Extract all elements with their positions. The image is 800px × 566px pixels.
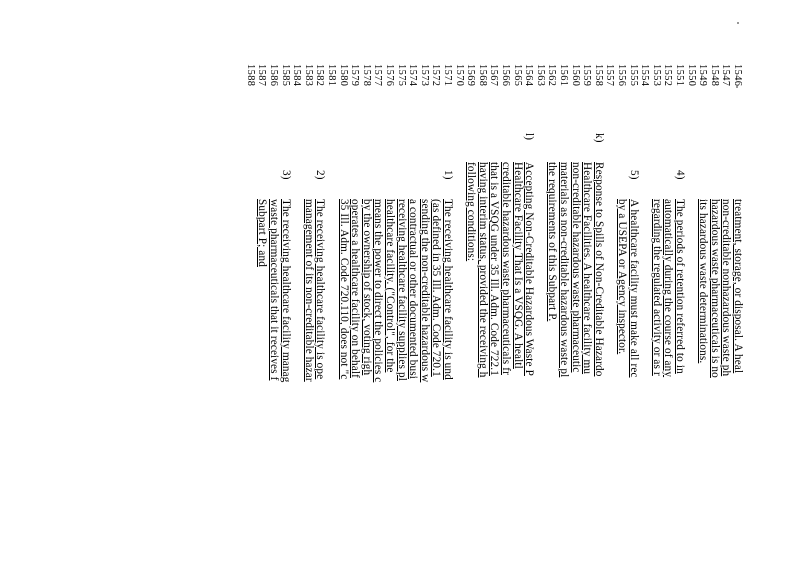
line-text: Subpart P; and bbox=[256, 199, 269, 267]
line-text: means the power to direct the policies c bbox=[372, 199, 385, 383]
line-text: that is a VSQG under 35 Ill. Adm. Code 722.1 bbox=[488, 162, 501, 376]
document-line bbox=[395, 0, 407, 566]
line-number: 1572 bbox=[430, 64, 442, 87]
document-line bbox=[615, 0, 627, 566]
document-line bbox=[267, 0, 279, 566]
section-label: 4) bbox=[674, 170, 686, 180]
line-text: Healthcare Facilities. A healthcare facility mu bbox=[581, 162, 594, 375]
line-number: 1561 bbox=[558, 64, 569, 87]
line-text: having interim status, provided the receiving h bbox=[476, 162, 489, 378]
line-text: treatment, storage, or disposal. A heal bbox=[732, 199, 744, 374]
line-number: 1570 bbox=[453, 64, 465, 87]
document-line bbox=[488, 0, 500, 566]
line-number: 1581 bbox=[326, 64, 337, 87]
line-text: 35 Ill. Adm. Code 720.110, does not "c bbox=[337, 199, 350, 380]
line-number: 1569 bbox=[465, 64, 477, 87]
line-number: 1586 bbox=[268, 64, 279, 87]
line-text: automatically during the course of any bbox=[662, 199, 675, 378]
document-line bbox=[592, 0, 604, 566]
document-line bbox=[581, 0, 593, 566]
document-line bbox=[465, 0, 477, 566]
document-line bbox=[418, 0, 430, 566]
line-number: 1553 bbox=[650, 64, 662, 87]
line-text: the requirements of this Subpart P. bbox=[546, 162, 559, 322]
line-text: its hazardous waste determinations. bbox=[697, 199, 710, 364]
document-line bbox=[441, 0, 453, 566]
line-number: 1574 bbox=[407, 64, 419, 87]
line-text: operates a healthcare facility on behalf bbox=[349, 199, 362, 379]
document-line bbox=[279, 0, 291, 566]
line-number: 1551 bbox=[674, 64, 685, 87]
line-number: 1578 bbox=[360, 64, 372, 87]
line-text: following conditions: bbox=[465, 162, 478, 262]
line-text: by the ownership of stock, voting righ bbox=[360, 199, 373, 376]
document-line bbox=[697, 0, 709, 566]
line-text: a contractual or other documented busi bbox=[407, 199, 420, 379]
line-number: 1576 bbox=[384, 64, 395, 87]
document-line bbox=[569, 0, 581, 566]
line-text: A healthcare facility must make all rec bbox=[627, 199, 640, 378]
document-line bbox=[337, 0, 349, 566]
document-line bbox=[314, 0, 326, 566]
section-label: 1) bbox=[442, 170, 454, 180]
scan-speck bbox=[737, 22, 739, 24]
section-label: 2) bbox=[314, 170, 327, 180]
line-text: The receiving healthcare facility manag bbox=[279, 199, 292, 383]
line-number: 1548 bbox=[708, 64, 720, 87]
section-label: 5) bbox=[627, 170, 640, 180]
document-line bbox=[383, 0, 395, 566]
document-line bbox=[662, 0, 674, 566]
line-text: The receiving healthcare facility is und bbox=[442, 199, 454, 380]
document-line bbox=[372, 0, 384, 566]
document-line bbox=[244, 0, 256, 566]
line-text: hazardous waste pharmaceuticals is no bbox=[708, 199, 721, 378]
line-text: Response to Spills of Non-Creditable Hazardo bbox=[592, 162, 605, 377]
line-text: Accepting Non-Creditable Hazardous Waste P bbox=[523, 162, 536, 376]
document-line bbox=[453, 0, 465, 566]
line-number: 1571 bbox=[442, 64, 453, 87]
line-number: 1588 bbox=[244, 64, 256, 87]
line-number: 1562 bbox=[546, 64, 558, 87]
document-line bbox=[627, 0, 639, 566]
document-line bbox=[546, 0, 558, 566]
line-number: 1555 bbox=[627, 64, 639, 87]
line-number: 1549 bbox=[697, 64, 709, 87]
document-line bbox=[557, 0, 569, 566]
line-number: 1547 bbox=[720, 64, 732, 87]
line-number: 1567 bbox=[488, 64, 500, 87]
section-label: k) bbox=[592, 133, 605, 143]
document-line bbox=[720, 0, 732, 566]
document-line bbox=[534, 0, 546, 566]
section-label: 3) bbox=[279, 170, 292, 180]
line-text: non-creditable hazardous waste pharmaceutic bbox=[569, 162, 582, 373]
document-line bbox=[523, 0, 535, 566]
line-text: (as defined in 35 Ill. Adm. Code 720.1 bbox=[430, 199, 443, 377]
document-line bbox=[360, 0, 372, 566]
line-text: healthcare facility. ("Control", for the bbox=[384, 199, 396, 373]
line-number: 1577 bbox=[372, 64, 384, 87]
line-text: The receiving healthcare facility is ope bbox=[314, 199, 327, 380]
line-number: 1557 bbox=[604, 64, 616, 87]
section-label: l) bbox=[523, 133, 536, 141]
document-line bbox=[325, 0, 337, 566]
document-line bbox=[499, 0, 511, 566]
line-number: 1582 bbox=[314, 64, 326, 87]
scan-speck bbox=[736, 86, 738, 88]
line-text: Healthcare Facility That Is a VSQG. A healtl bbox=[511, 162, 524, 369]
line-number: 1584 bbox=[291, 64, 303, 87]
document-line bbox=[476, 0, 488, 566]
line-number: 1559 bbox=[581, 64, 593, 87]
line-number: 1587 bbox=[256, 64, 268, 87]
document-line bbox=[430, 0, 442, 566]
document-line bbox=[650, 0, 662, 566]
line-number: 1573 bbox=[418, 64, 430, 87]
line-number: 1583 bbox=[302, 64, 314, 87]
line-number: 1566 bbox=[500, 64, 511, 87]
document-line bbox=[291, 0, 303, 566]
line-number: 1552 bbox=[662, 64, 674, 87]
line-text: regarding the regulated activity or as r bbox=[650, 199, 663, 376]
line-number: 1554 bbox=[639, 64, 651, 87]
line-number: 1564 bbox=[523, 64, 535, 87]
document-line bbox=[708, 0, 720, 566]
line-number: 1568 bbox=[476, 64, 488, 87]
line-number: 1560 bbox=[569, 64, 581, 87]
document-line bbox=[349, 0, 361, 566]
document-line bbox=[639, 0, 651, 566]
document-line bbox=[302, 0, 314, 566]
line-number: 1550 bbox=[685, 64, 697, 87]
line-number: 1565 bbox=[511, 64, 523, 87]
line-text: materials as non-creditable hazardous waste pl bbox=[558, 162, 570, 378]
line-number: 1558 bbox=[592, 64, 604, 87]
document-line bbox=[604, 0, 616, 566]
line-number: 1585 bbox=[279, 64, 291, 87]
line-text: waste pharmaceuticals that it receives f bbox=[268, 199, 280, 381]
line-number: 1580 bbox=[337, 64, 349, 87]
line-number: 1575 bbox=[395, 64, 407, 87]
line-number: 1563 bbox=[534, 64, 546, 87]
line-text: non-creditable nonhazardous waste ph bbox=[720, 199, 733, 377]
document-line bbox=[685, 0, 697, 566]
line-text: sending the non-creditable hazardous w bbox=[418, 199, 431, 383]
document-line bbox=[673, 0, 685, 566]
line-number: 1546 bbox=[732, 64, 743, 87]
line-text: The periods of retention referred to in bbox=[674, 199, 686, 374]
line-number: 1579 bbox=[349, 64, 361, 87]
line-text: creditable hazardous waste pharmaceuticals fr bbox=[500, 162, 512, 375]
line-text: receiving healthcare facility supplies pl bbox=[395, 199, 408, 381]
document-line bbox=[256, 0, 268, 566]
document-line bbox=[731, 0, 743, 566]
line-text: management of its non-creditable hazar bbox=[302, 199, 315, 382]
document-line bbox=[407, 0, 419, 566]
document-line bbox=[511, 0, 523, 566]
line-number: 1556 bbox=[616, 64, 627, 87]
line-text: by a USEPA or Agency inspector. bbox=[616, 199, 628, 355]
